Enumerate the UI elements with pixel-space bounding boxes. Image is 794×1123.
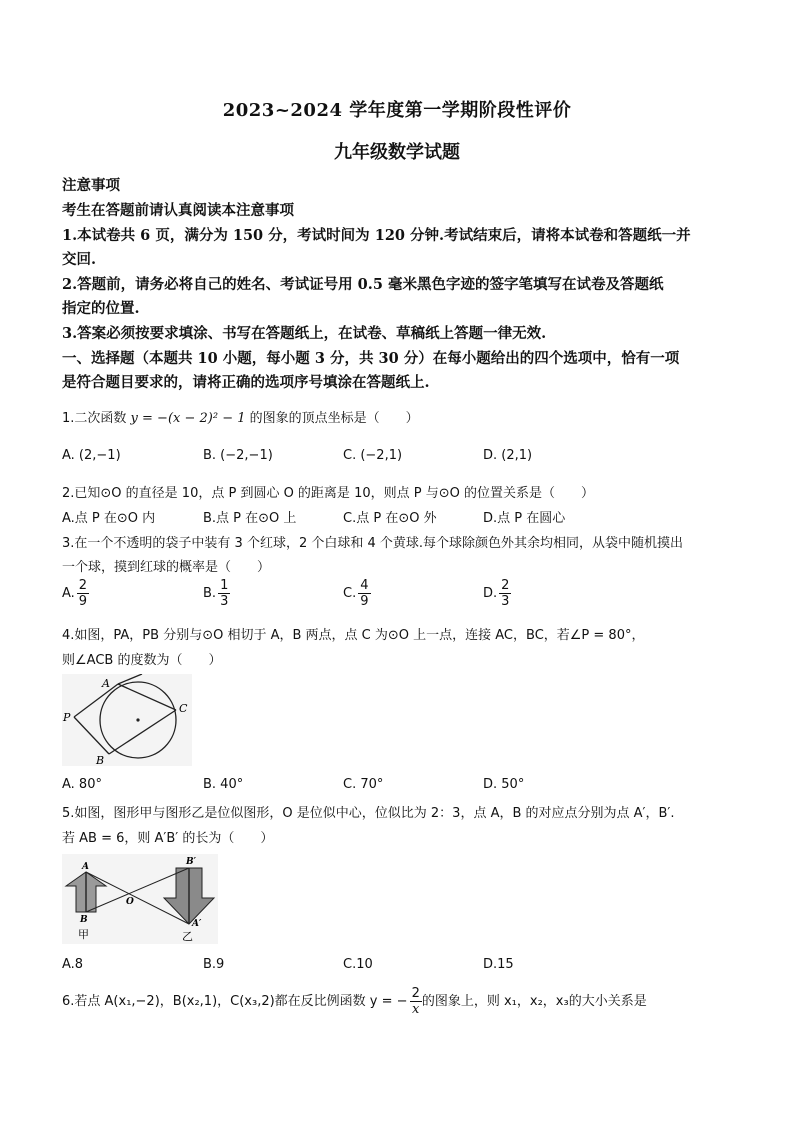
q5-label-yi: 乙	[182, 930, 193, 943]
q5-label-b: B	[80, 915, 88, 925]
question-6-denominator: x	[412, 1002, 420, 1017]
q2-option-b: B.点 P 在⊙O 上	[203, 511, 297, 526]
q4-label-a: A	[102, 677, 110, 690]
q1-option-b: B. (−2,−1)	[203, 448, 273, 463]
notes-heading: 注意事项	[62, 177, 120, 194]
q2-option-c: C.点 P 在⊙O 外	[343, 511, 437, 526]
exam-subtitle: 九年级数学试题	[334, 142, 460, 163]
q1-option-c: C. (−2,1)	[343, 448, 403, 463]
q5-label-jia: 甲	[78, 928, 89, 941]
q5-label-b-prime: B′	[186, 857, 196, 867]
q4-center-point	[136, 718, 139, 721]
q4-option-a: A. 80°	[62, 777, 102, 792]
q4-label-c: C	[179, 702, 188, 715]
q4-option-c: C. 70°	[343, 777, 384, 792]
q5-option-b: B.9	[203, 957, 225, 972]
question-2: 2.已知⊙O 的直径是 10，点 P 到圆心 O 的距离是 10，则点 P 与⊙O 的位置关系是（ ）	[62, 486, 594, 501]
question-6-numerator: 2	[411, 986, 420, 1001]
exam-title: 2023~2024 学年度第一学期阶段性评价	[222, 100, 572, 121]
question-6-suffix: 的图象上，则 x₁，x₂，x₃的大小关系是	[421, 994, 647, 1009]
q4-label-p: P	[63, 711, 71, 724]
notes-intro: 考生在答题前请认真阅读本注意事项	[62, 202, 294, 219]
question-3-line-2: 一个球，摸到红球的概率是（ ）	[62, 560, 271, 575]
q4-label-b: B	[96, 754, 105, 766]
notes-item-1-line-2: 交回.	[62, 251, 97, 268]
question-4-line-1: 4.如图，PA，PB 分别与⊙O 相切于 A，B 两点，点 C 为⊙O 上一点，连接 AC，BC，若∠P = 80°，	[62, 628, 645, 643]
question-1-formula: y = −(x − 2)² − 1	[130, 411, 246, 426]
q1-option-a: A. (2,−1)	[62, 448, 121, 463]
q5-label-o: O	[126, 897, 134, 907]
notes-item-1-line-1: 1.本试卷共 6 页，满分为 150 分，考试时间为 120 分钟.考试结束后，请将本试卷和答题纸一并	[62, 227, 691, 244]
notes-item-3: 3.答案必须按要求填涂、书写在答题纸上，在试卷、草稿纸上答题一律无效.	[62, 325, 547, 342]
section-heading-line-2: 是符合题目要求的，请将正确的选项序号填涂在答题纸上.	[62, 374, 430, 391]
q3-option-d: D. $\frac{2}{3}$	[483, 578, 510, 609]
question-1	[62, 407, 419, 426]
q2-option-d: D.点 P 在圆心	[483, 511, 566, 526]
q3-option-c: C. $\frac{4}{9}$	[343, 578, 369, 609]
q4-option-d: D. 50°	[483, 777, 525, 792]
q5-option-a: A.8	[62, 957, 84, 972]
question-1-prefix: 1.二次函数	[62, 411, 127, 426]
q5-option-d: D.15	[483, 957, 514, 972]
question-3-line-1: 3.在一个不透明的袋子中装有 3 个红球，2 个白球和 4 个黄球.每个球除颜色外其余均相同，从袋中随机摸出	[62, 536, 684, 551]
question-6	[62, 986, 647, 1017]
section-heading-line-1: 一、选择题（本题共 10 小题，每小题 3 分，共 30 分）在每小题给出的四个选项中，恰有一项	[62, 350, 680, 367]
q3-option-a: A. $\frac{2}{9}$	[62, 578, 88, 609]
q4-tangent-figure	[62, 674, 192, 766]
question-1-suffix: 的图象的顶点坐标是（ ）	[249, 411, 419, 426]
q5-label-a-prime: A′	[192, 919, 202, 929]
q4-option-b: B. 40°	[203, 777, 244, 792]
q5-similar-figures	[62, 854, 218, 944]
q2-option-a: A.点 P 在⊙O 内	[62, 511, 156, 526]
q1-option-d: D. (2,1)	[483, 448, 533, 463]
question-5-line-2: 若 AB = 6，则 A′B′ 的长为（ ）	[62, 831, 274, 846]
q3-option-b: B. $\frac{1}{3}$	[203, 578, 229, 609]
question-4-line-2: 则∠ACB 的度数为（ ）	[62, 653, 222, 668]
question-6-prefix: 6.若点 A(x₁,−2)，B(x₂,1)，C(x₃,2)都在反比例函数 y = −	[62, 994, 408, 1009]
q5-label-a: A	[82, 862, 89, 872]
q5-option-c: C.10	[343, 957, 373, 972]
notes-item-2-line-2: 指定的位置.	[62, 300, 140, 317]
question-5-line-1: 5.如图，图形甲与图形乙是位似图形，O 是位似中心，位似比为 2：3，点 A，B 的对应点分别为点 A′，B′.	[62, 806, 675, 821]
notes-item-2-line-1: 2.答题前，请务必将自己的姓名、考试证号用 0.5 毫米黑色字迹的签字笔填写在试卷及答题纸	[62, 276, 664, 293]
